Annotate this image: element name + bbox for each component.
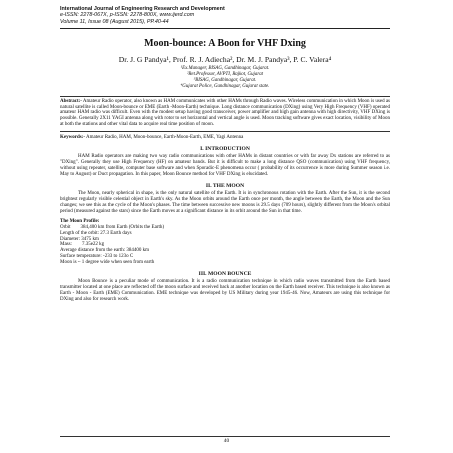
- affiliation-4: ⁴Gujarat Police, Gandhinagar, Gujarat state.: [180, 83, 270, 89]
- abstract-box: [60, 96, 390, 132]
- moon-profile-line: Mass: 7.35e22 kg: [60, 242, 105, 248]
- affiliation-2: ²Ret.Professor, AVPTI, Rajkot, Gujarat: [186, 72, 264, 78]
- keywords-label: Keywords:-: [60, 134, 85, 140]
- section-text-moon-bounce: Moon Bounce is a peculiar mode of communication. It is a radio communication technique in which radio waves transmitted from the Earth based transmitter located at one place are reflected off the moon surface and received back at another location on the Earth based receiver. This technique is also known as Earth - Moon - Earth (EME) Communication. EME technique was developed by US Military during year 1945-46. Now, Amateurs are using this technique for DXing and also for research work.: [60, 279, 390, 302]
- abstract: [60, 99, 390, 128]
- affiliations: [60, 66, 390, 90]
- moon-profile: [60, 219, 390, 265]
- keywords: [60, 135, 390, 141]
- journal-header: [60, 6, 390, 25]
- moon-profile-line: Average distance from the earth: 384400 km: [60, 248, 150, 254]
- abstract-text: Amateur Radio operator, also known as HAM communicates with other HAMs through Radio waves. Wireless communication in which Moon is used as natural satellite is called Moon-bounce or EME (Earth -Moon-Earth) technique. Long distance communication (DXing) using Very High Frequency (VHF) operated amateur HAM radio was difficult. Even with the modest setup having good transceiver, power amplifier and high gain antenna with high directivity, VHF DXing is possible. Generally 2X11 YAGI antenna along with rotor to set horizontal and vertical angle is used. Moon tracking software gives exact location, visibility of Moon at both the stations and other vital data to acquire real time position of moon.: [60, 98, 390, 127]
- paper-authors: Dr. J. G Pandya¹, Prof. R. J. Adiecha², Dr. M. J. Pandya³, P. C. Valera⁴: [118, 55, 332, 65]
- journal-name: International Journal of Engineering Research and Development: [60, 6, 225, 12]
- footer-rule: [60, 436, 390, 437]
- journal-volume: Volume 11, Issue 08 (August 2015), PP.40-44: [60, 18, 169, 25]
- affiliation-1: ¹Ex.Manager, BISAG, Gandhinagar, Gujarat.: [180, 66, 270, 72]
- moon-profile-line: Diameter: 3475 km: [60, 236, 99, 242]
- section-text-the-moon: The Moon, nearly spherical in shape, is the only natural satellite of the Earth. It is in synchronous rotation with the Earth. After the Sun, it is the second brightest regularly visible celestial object in Earth's sky. As the Moon orbits around the Earth once per month, the angle between the Earth, the Moon and the Sun changes; we see this as the cycle of the Moon's phases. The time between successive new moons is 29.5 days (709 hours), slightly different from the Moon's orbital period (measured against the stars) since the Earth moves at a significant distance in its orbit around the Sun in that time.: [60, 191, 390, 214]
- section-text-introduction: HAM Radio operators are making two way radio communications with other HAMs in distant countries or with far away Dx stations are referred to as "DXing". Generally they use High Frequency (HF) on amateur bands. But it is difficult to make a long distance QSO (communication) using VHF frequency, without using repeater, satellite, computer base software and when Sporadic-E phenomena occur ( probability of its occurrence is more during Summer season i.e. May to August) or Duct propagation. In this paper, Moon Bounce method for VHF DXing is elucidated.: [60, 154, 390, 177]
- section-heading-moon-bounce: III. MOON BOUNCE: [198, 271, 252, 278]
- abstract-label: Abstract:-: [60, 98, 82, 104]
- paper-title: Moon-bounce: A Boon for VHF Dxing: [144, 38, 306, 50]
- page-number: 40: [223, 438, 230, 444]
- section-heading-the-moon: II. THE MOON: [205, 183, 245, 190]
- section-heading-introduction: I. INTRODUCTION: [200, 146, 250, 153]
- moon-profile-line: Moon is ~ 1 degree wide when seen from earth: [60, 259, 155, 265]
- keywords-text: Amateur Radio, HAM, Moon-bounce, Earth-Moon-Earth, EME, Yagi Antenna: [85, 134, 244, 140]
- header-rule: [60, 28, 390, 29]
- moon-profile-line: Surface temperature: -233 to 123o C: [60, 253, 134, 259]
- journal-issn: e-ISSN: 2278-067X, p-ISSN: 2278-800X, www.ijerd.com: [60, 12, 195, 19]
- moon-profile-line: Length of the orbit: 27.3 Earth days: [60, 230, 132, 236]
- affiliation-3: ³BISAG, Gandhinagar, Gujarat.: [193, 78, 257, 84]
- moon-profile-line: Orbit 384,400 km from Earth (Orbits the Earth): [60, 225, 165, 231]
- moon-profile-heading: The Moon Profile:: [60, 219, 100, 225]
